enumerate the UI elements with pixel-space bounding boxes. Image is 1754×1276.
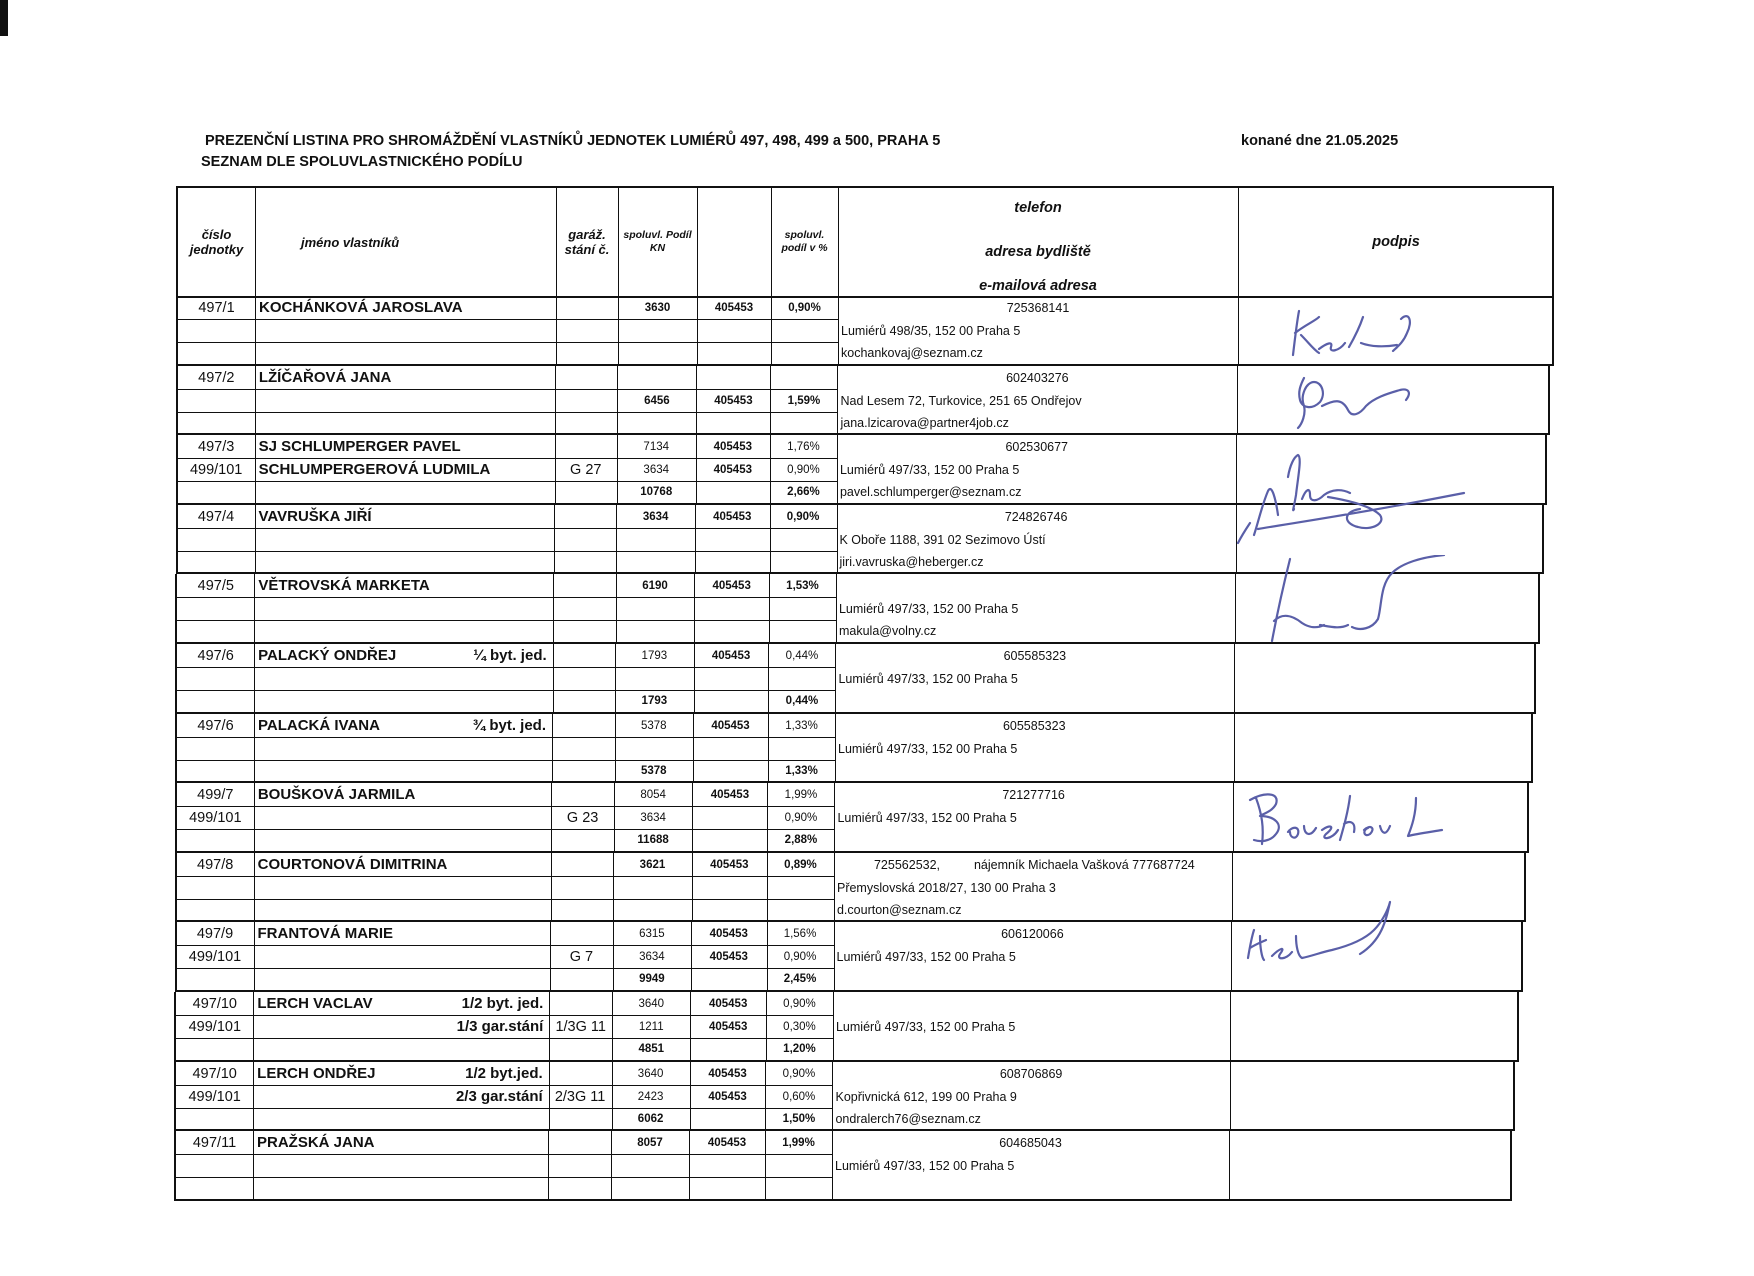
- share-percent: 0,30%: [783, 1021, 816, 1033]
- share-kn: 11688: [637, 834, 669, 847]
- unit-number: 499/101: [188, 1088, 241, 1105]
- share-percent: 1,33%: [785, 764, 818, 777]
- share-kn: 5378: [640, 764, 667, 777]
- share-kn: 6062: [637, 1112, 664, 1125]
- header-phone: telefon: [1014, 200, 1062, 216]
- share-percent: 1,76%: [787, 441, 820, 454]
- home-address: Lumiérů 497/33, 152 00 Praha 5: [838, 672, 1018, 686]
- unit-number: 497/1: [198, 300, 235, 316]
- share-kn: 9949: [639, 973, 665, 986]
- document-subtitle: SEZNAM DLE SPOLUVLASTNICKÉHO PODÍLU: [201, 154, 523, 170]
- share-kn: 4851: [638, 1043, 665, 1055]
- share-percent: 0,60%: [782, 1090, 816, 1103]
- email-address: pavel.schlumperger@seznam.cz: [839, 485, 1022, 500]
- owner-name: LŽÍČAŘOVÁ JANA: [258, 368, 392, 386]
- ownership-note: 2/3 gar.stání: [455, 1087, 543, 1105]
- garage-number: 2/3G 11: [554, 1088, 606, 1105]
- header-unit-number: číslo jednotky: [189, 227, 244, 257]
- header-signature: podpis: [1372, 234, 1420, 250]
- unit-number: 497/3: [198, 439, 235, 456]
- home-address: Lumiérů 497/33, 152 00 Praha 5: [836, 950, 1016, 965]
- home-address: Kopřivnická 612, 199 00 Praha 9: [835, 1089, 1017, 1104]
- garage-number: 1/3G 11: [555, 1019, 606, 1035]
- share-kn: 10768: [640, 486, 673, 499]
- phone-number: 605585323: [1002, 718, 1066, 733]
- share-percent: 2,45%: [783, 973, 817, 986]
- share-percent: 1,33%: [785, 719, 818, 732]
- email-address: ondralerch76@seznam.cz: [835, 1111, 981, 1126]
- home-address: Lumiérů 497/33, 152 00 Praha 5: [839, 463, 1020, 478]
- unit-number: 497/8: [197, 856, 234, 873]
- phone-number: 602530677: [1005, 440, 1069, 455]
- unit-number: 497/11: [192, 1135, 237, 1152]
- share-kn: 8054: [640, 789, 666, 802]
- share-percent: 0,90%: [787, 464, 820, 477]
- signature-schlumperger: [1232, 443, 1472, 553]
- header-share-percent: spoluvl. podíl v %: [781, 229, 828, 254]
- share-total: 405453: [710, 789, 750, 802]
- home-address: Lumiérů 497/33, 152 00 Praha 5: [837, 811, 1017, 826]
- share-total: 405453: [707, 1137, 747, 1150]
- share-total: 405453: [708, 1021, 748, 1033]
- owner-name: BOUŠKOVÁ JARMILA: [257, 786, 416, 804]
- phone-number: 721277716: [1002, 788, 1065, 803]
- share-percent: 1,56%: [783, 928, 817, 941]
- phone-number: 604685043: [999, 1136, 1062, 1151]
- share-percent: 1,59%: [787, 394, 821, 407]
- share-total: 405453: [711, 650, 751, 662]
- table-header: [176, 186, 1554, 298]
- email-address: jiri.vavruska@heberger.cz: [839, 554, 984, 569]
- share-percent: 0,90%: [782, 1067, 816, 1080]
- owner-group: [175, 644, 1536, 714]
- owner-name: PALACKÝ ONDŘEJ: [258, 647, 397, 664]
- owner-name: PALACKÁ IVANA: [258, 716, 380, 734]
- phone-number: 725368141: [1006, 301, 1070, 315]
- share-total: 405453: [709, 928, 748, 941]
- share-kn: 3634: [643, 464, 670, 477]
- email-address: d.courton@seznam.cz: [836, 902, 962, 917]
- garage-number: G 27: [570, 462, 602, 479]
- phone-number: 602403276: [1006, 370, 1069, 385]
- home-address: Lumiérů 497/33, 152 00 Praha 5: [835, 1159, 1015, 1174]
- share-total: 405453: [711, 719, 750, 732]
- share-kn: 6315: [639, 928, 665, 941]
- home-address: Nad Lesem 72, Turkovice, 251 65 Ondřejov: [840, 393, 1082, 408]
- share-total: 405453: [714, 302, 754, 314]
- signature-kochankova: [1285, 303, 1425, 363]
- owner-name: LERCH ONDŘEJ: [257, 1064, 376, 1082]
- ownership-note: ¾ byt. jed.: [472, 716, 546, 734]
- email-address: makula@volny.cz: [838, 624, 937, 639]
- garage-number: G 23: [566, 810, 599, 827]
- document-title: PREZENČNÍ LISTINA PRO SHROMÁŽDĚNÍ VLASTNÍKŮ JEDNOTEK LUMIÉRŮ 497, 498, 499 a 500, PRAHA 5: [205, 133, 941, 149]
- signature-frantova: [1240, 900, 1410, 980]
- share-total: 405453: [708, 1090, 747, 1103]
- email-address: jana.lzicarova@partner4job.cz: [840, 415, 1009, 430]
- signature-lzicarova: [1292, 370, 1422, 432]
- share-kn: 3621: [639, 858, 666, 871]
- meeting-date: konané dne 21.05.2025: [1241, 133, 1399, 149]
- owner-group: [174, 992, 1519, 1062]
- unit-number: 497/9: [196, 926, 234, 943]
- home-address: Přemyslovská 2018/27, 130 00 Praha 3: [836, 880, 1056, 895]
- share-total: 405453: [712, 580, 751, 593]
- unit-number: 499/101: [189, 462, 243, 479]
- share-kn: 3634: [640, 812, 666, 825]
- scan-edge-mark: [0, 0, 8, 36]
- share-percent: 0,90%: [783, 951, 817, 964]
- email-address: kochankovaj@seznam.cz: [841, 346, 983, 360]
- share-percent: 1,99%: [782, 1137, 815, 1150]
- share-percent: 2,88%: [784, 834, 818, 847]
- share-total: 405453: [709, 951, 748, 964]
- share-percent: 0,44%: [785, 695, 819, 707]
- share-total: 405453: [713, 464, 752, 477]
- unit-number: 497/4: [197, 508, 235, 525]
- phone-number: 605585323: [1003, 649, 1067, 663]
- header-owner-name: jméno vlastníků: [301, 234, 400, 250]
- share-total: 405453: [713, 441, 752, 454]
- share-percent: 0,44%: [785, 650, 819, 662]
- owner-name: PRAŽSKÁ JANA: [257, 1134, 375, 1152]
- share-kn: 3640: [637, 1067, 664, 1080]
- owner-group: [174, 1062, 1515, 1132]
- unit-number: 499/101: [188, 949, 242, 966]
- unit-number: 497/10: [192, 996, 237, 1012]
- share-percent: 0,90%: [784, 812, 818, 825]
- signature-vetrovska: [1262, 555, 1452, 645]
- phone-number: 724826746: [1004, 509, 1068, 524]
- home-address: Lumiérů 498/35, 152 00 Praha 5: [841, 324, 1021, 338]
- header-garage: garáž. stání č.: [564, 227, 610, 257]
- tenant-note: nájemník Michaela Vašková 777687724: [973, 857, 1195, 872]
- unit-number: 499/101: [188, 1019, 242, 1035]
- ownership-note: 1/2 byt.jed.: [465, 1064, 543, 1082]
- unit-number: 499/7: [197, 787, 234, 804]
- share-percent: 1,99%: [784, 789, 818, 802]
- share-kn: 3634: [639, 951, 665, 964]
- share-total: 405453: [708, 998, 748, 1010]
- share-kn: 3640: [638, 998, 665, 1010]
- share-percent: 1,50%: [782, 1112, 816, 1125]
- header-address: adresa bydliště: [985, 244, 1091, 260]
- share-kn: 2423: [637, 1090, 664, 1103]
- header-share-kn: spoluvl. Podíl KN: [623, 229, 692, 254]
- share-kn: 7134: [643, 441, 670, 454]
- share-percent: 0,90%: [786, 510, 820, 523]
- owner-name: SCHLUMPERGEROVÁ LUDMILA: [258, 461, 491, 479]
- owner-name: COURTONOVÁ DIMITRINA: [257, 855, 448, 873]
- owner-group: [175, 714, 1533, 784]
- share-total: 405453: [710, 858, 749, 871]
- share-kn: 6456: [644, 394, 670, 407]
- owner-group: [174, 1131, 1512, 1201]
- phone-number: 606120066: [1001, 927, 1064, 942]
- header-contact: [838, 188, 1238, 296]
- share-kn: 5378: [640, 719, 667, 732]
- ownership-note: 1/2 byt. jed.: [461, 995, 544, 1012]
- owner-name: FRANTOVÁ MARIE: [257, 925, 394, 943]
- share-kn: 8057: [637, 1137, 663, 1150]
- owner-name: VAVRUŠKA JIŘÍ: [258, 507, 372, 525]
- unit-number: 497/5: [197, 578, 234, 595]
- unit-number: 497/6: [197, 648, 234, 664]
- share-percent: 0,90%: [788, 302, 821, 314]
- share-kn: 1793: [641, 695, 668, 707]
- owner-name: SJ SCHLUMPERGER PAVEL: [258, 438, 461, 456]
- share-total: 405453: [714, 394, 753, 407]
- ownership-note: 1/3 gar.stání: [456, 1018, 544, 1035]
- share-kn: 1793: [641, 650, 668, 662]
- share-kn: 3630: [644, 302, 671, 314]
- unit-number: 497/2: [198, 369, 235, 386]
- home-address: Lumiérů 497/33, 152 00 Praha 5: [838, 741, 1018, 756]
- share-kn: 6190: [642, 580, 668, 593]
- phone-number: 725562532,: [873, 857, 941, 872]
- share-percent: 1,53%: [786, 580, 819, 593]
- share-percent: 2,66%: [787, 486, 820, 499]
- home-address: K Oboře 1188, 391 02 Sezimovo Ústí: [839, 532, 1046, 547]
- owner-name: KOCHÁNKOVÁ JAROSLAVA: [259, 299, 463, 316]
- phone-number: 608706869: [999, 1066, 1063, 1081]
- share-percent: 1,20%: [783, 1043, 816, 1055]
- owner-name: LERCH VACLAV: [257, 995, 373, 1012]
- share-kn: 1211: [638, 1021, 664, 1033]
- share-total: 405453: [713, 510, 752, 523]
- signature-bouskova: [1240, 786, 1455, 850]
- home-address: Lumiérů 497/33, 152 00 Praha 5: [838, 602, 1019, 617]
- unit-number: 497/10: [192, 1065, 237, 1082]
- unit-number: 497/6: [197, 717, 234, 734]
- share-percent: 0,89%: [784, 858, 817, 871]
- share-kn: 3634: [642, 510, 669, 523]
- ownership-note: ¼ byt. jed.: [473, 647, 547, 664]
- owner-name: VĚTROVSKÁ MARKETA: [258, 577, 430, 595]
- header-email: e-mailová adresa: [979, 278, 1097, 294]
- share-total: 405453: [708, 1067, 747, 1080]
- home-address: Lumiérů 497/33, 152 00 Praha 5: [835, 1020, 1016, 1034]
- garage-number: G 7: [569, 949, 594, 966]
- share-percent: 0,90%: [783, 998, 816, 1010]
- unit-number: 499/101: [189, 810, 242, 827]
